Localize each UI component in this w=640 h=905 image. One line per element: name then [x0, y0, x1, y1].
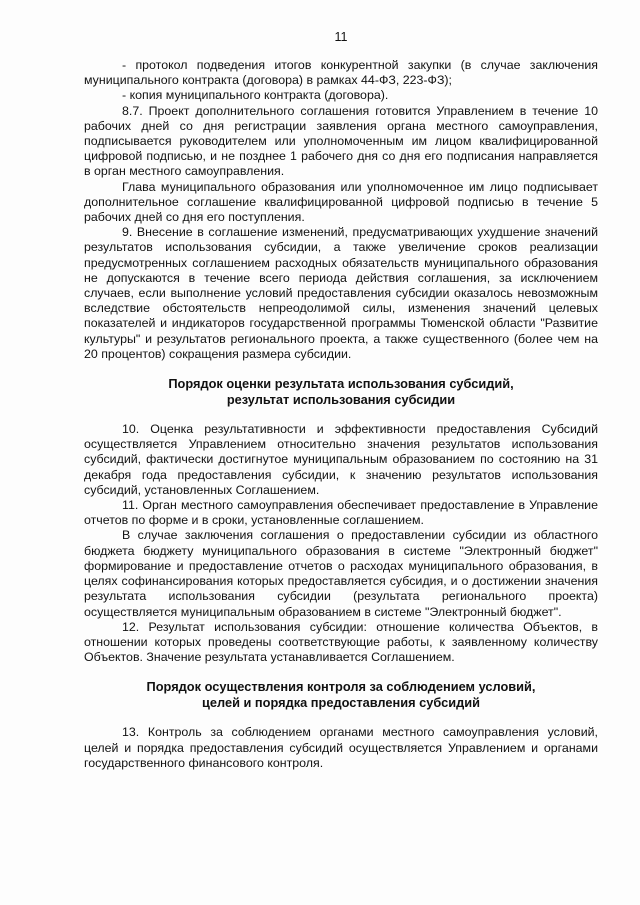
- section-heading-control: [84, 679, 598, 711]
- section-evaluation: [84, 422, 598, 665]
- heading-line: результат использования субсидии: [226, 392, 456, 408]
- section-control: [84, 725, 598, 771]
- paragraph: - протокол подведения итогов конкурентной закупки (в случае заключения муниципального контракта (договора) в рамках 44-ФЗ, 223-ФЗ);: [84, 58, 598, 88]
- heading-line: Порядок оценки результата использования субсидий,: [168, 376, 514, 392]
- heading-line: целей и порядка предоставления субсидий: [202, 695, 480, 711]
- section-top: [84, 58, 598, 362]
- heading-line: Порядок осуществления контроля за соблюдением условий,: [146, 679, 536, 695]
- section-heading-evaluation: [84, 376, 598, 408]
- page-number: 11: [334, 30, 348, 44]
- paragraph: 12. Результат использования субсидии: отношение количества Объектов, в отношении которых проведены соответствующие работы, к заявленному количеству Объектов. Значение результата устанавливается Соглашением.: [84, 619, 598, 665]
- paragraph: В случае заключения соглашения о предоставлении субсидии из областного бюджета бюджету муниципального образования в системе "Электронный бюджет" формирование и предоставление отчетов о расходах муниципального образования, в целях софинансирования которых предоставляется субсидия, и о достижении значения результата использования субсидии (результата регионального проекта) осуществляется муниципальным образованием в системе "Электронный бюджет".: [84, 528, 598, 619]
- paragraph: 8.7. Проект дополнительного соглашения готовится Управлением в течение 10 рабочих дней со дня регистрации заявления органа местного самоуправления, подписывается руководителем или уполномоченным им лицом квалифицированной цифровой подписью, и не позднее 1 рабочего дня со дня его подписания направляется в орган местного самоуправления.: [84, 103, 598, 179]
- paragraph: 10. Оценка результативности и эффективности предоставления Субсидий осуществляется Управлением относительно значения результатов использования субсидий, фактически достигнутое муниципальным образованием по состоянию на 31 декабря года предоставления субсидии, к значению результатов использования субсидий, установленных Соглашением.: [84, 422, 598, 497]
- paragraph: - копия муниципального контракта (договора).: [122, 88, 389, 103]
- paragraph: 13. Контроль за соблюдением органами местного самоуправления условий, целей и порядка предоставления субсидий осуществляется Управлением и органами государственного финансового контроля.: [84, 725, 598, 770]
- paragraph: 9. Внесение в соглашение изменений, предусматривающих ухудшение значений результатов использования субсидии, а также увеличение сроков реализации предусмотренных соглашением расходных обязательств муниципального образования не допускаются в течение всего периода действия соглашения, за исключением случаев, если выполнение условий предоставления субсидии оказалось невозможным вследствие обстоятельств непреодолимой силы, изменения значений целевых показателей и индикаторов государственной программы Тюменской области "Развитие культуры" и результатов регионального проекта, а также существенного (более чем на 20 процентов) сокращения размера субсидии.: [84, 225, 598, 361]
- paragraph: Глава муниципального образования или уполномоченное им лицо подписывает дополнительное соглашение квалифицированной цифровой подписью в течение 5 рабочих дней со дня его поступления.: [84, 179, 598, 225]
- paragraph: 11. Орган местного самоуправления обеспечивает предоставление в Управление отчетов по форме и в сроки, установленные соглашением.: [84, 498, 598, 528]
